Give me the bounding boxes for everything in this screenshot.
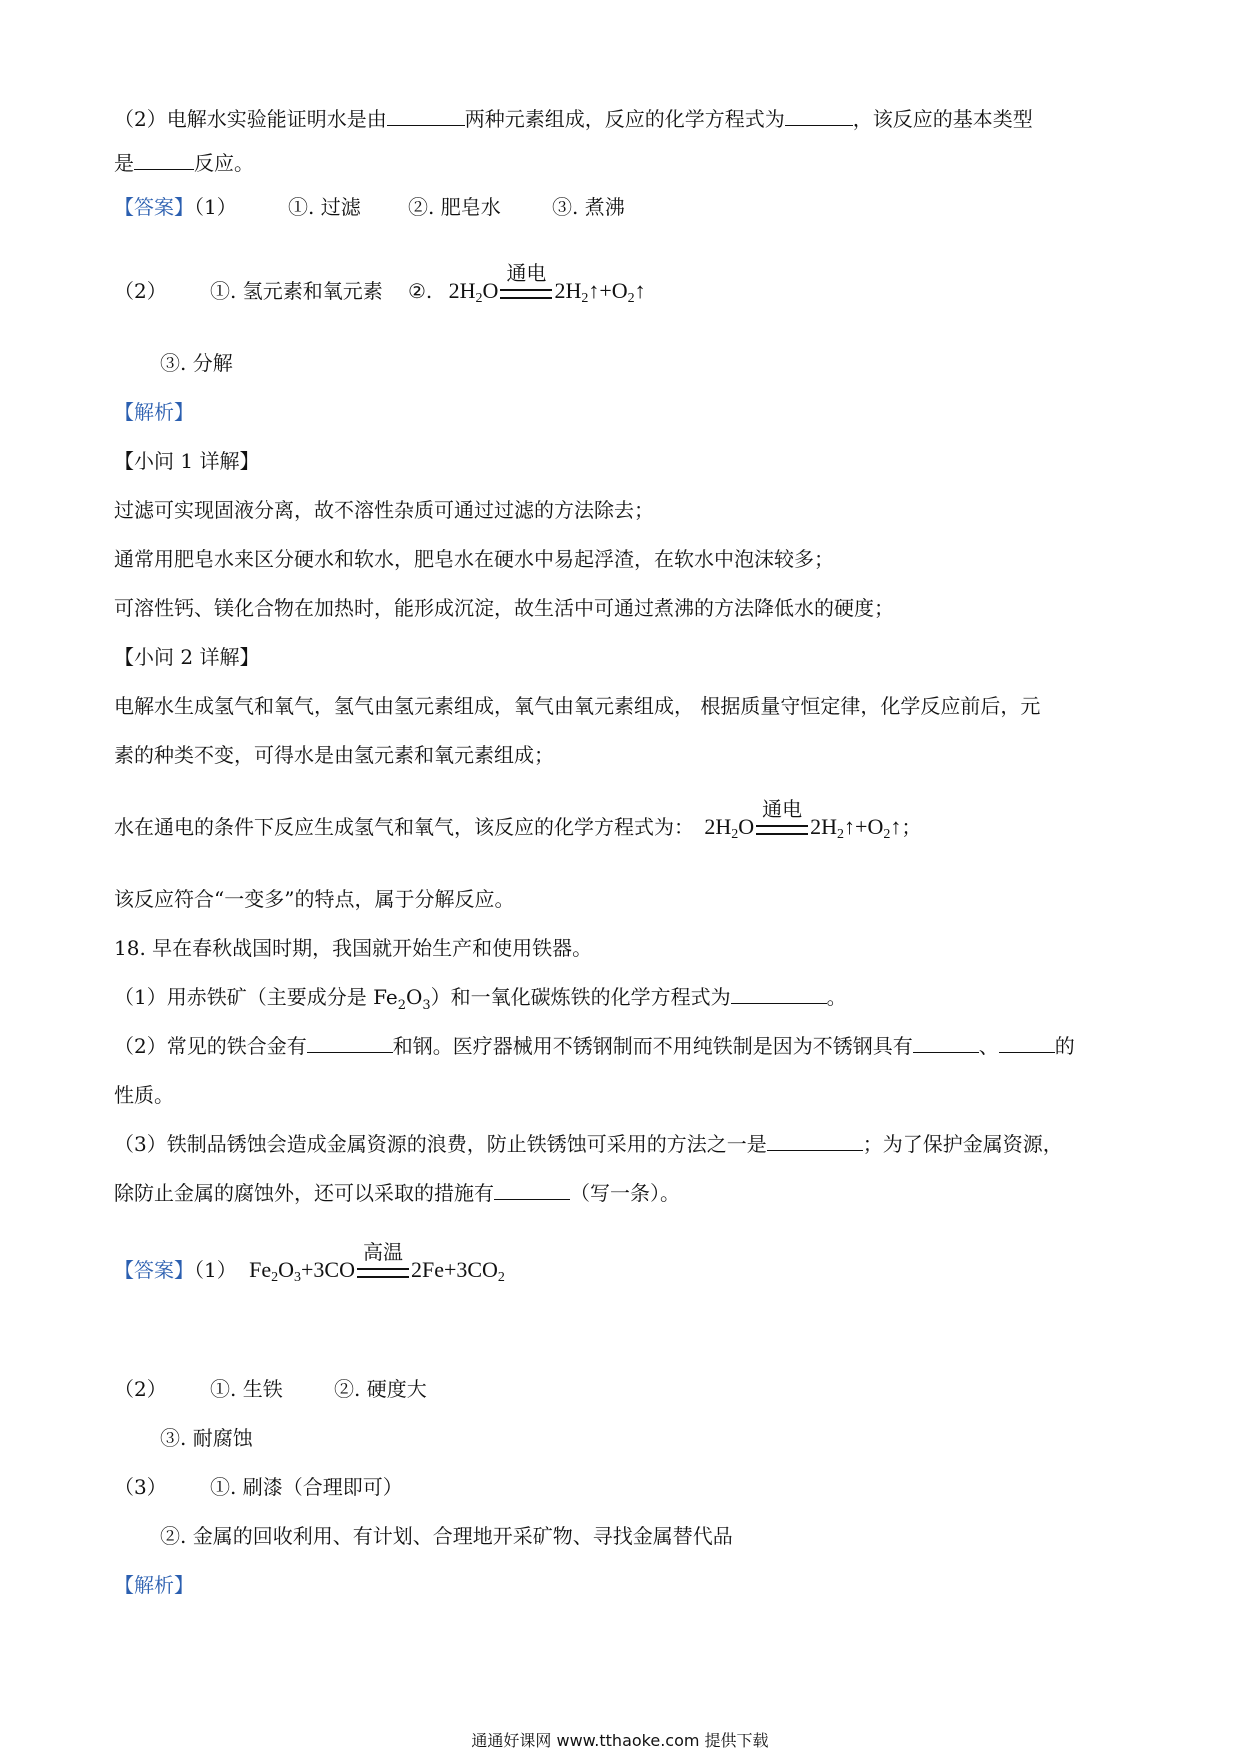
analysis-label: 【解析】 bbox=[114, 400, 194, 424]
reaction-condition: 通电 bbox=[762, 796, 803, 821]
stem-text: ；为了保护金属资源， bbox=[862, 1132, 1063, 1156]
eq-term: ↑+O bbox=[844, 814, 884, 839]
answer-18-part3 bbox=[114, 1473, 1136, 1501]
stem-text: （1）用赤铁矿（主要成分是 Fe bbox=[114, 985, 398, 1009]
analysis-line: 通常用肥皂水来区分硬水和软水，肥皂水在硬水中易起浮渣，在软水中泡沫较多； bbox=[114, 547, 834, 571]
eq-term: O bbox=[738, 814, 755, 839]
part-number: （3） bbox=[114, 1475, 167, 1499]
subquestion-1-heading: 【小问 1 详解】 bbox=[114, 449, 260, 473]
stem-text: 的 bbox=[1054, 1034, 1075, 1058]
subquestion-2-heading: 【小问 2 详解】 bbox=[114, 645, 260, 669]
reaction-condition-arrow bbox=[357, 1239, 409, 1282]
answer-item: ①. 刷漆（合理即可） bbox=[210, 1475, 403, 1499]
answer-item: ①. 过滤 bbox=[288, 195, 361, 219]
stem-text: （2）电解水实验能证明水是由 bbox=[114, 107, 387, 131]
q17-part2-stem-cont bbox=[114, 149, 1136, 177]
eq-term: ↑ bbox=[634, 278, 646, 303]
eq-term: O bbox=[278, 1257, 294, 1282]
analysis-text: 水在通电的条件下反应生成氢气和氧气，该反应的化学方程式为： bbox=[114, 815, 694, 839]
chemical-equation bbox=[249, 1239, 505, 1292]
reaction-condition-arrow bbox=[500, 260, 552, 303]
eq-sub: 2 bbox=[475, 291, 483, 306]
answer-blank bbox=[134, 149, 194, 170]
answer-item: ①. 氢元素和氧元素 bbox=[210, 279, 383, 303]
eq-term: 2H bbox=[704, 814, 732, 839]
stem-text: （3）铁制品锈蚀会造成金属资源的浪费，防止铁锈蚀可采用的方法之一是 bbox=[114, 1132, 767, 1156]
analysis-line: 电解水生成氢气和氧气，氢气由氢元素组成，氧气由氧元素组成， 根据质量守恒定律，化学反应前后，元 bbox=[114, 694, 1041, 718]
answer-18-part2 bbox=[114, 1375, 1136, 1403]
answer-18-part1 bbox=[114, 1239, 1136, 1292]
stem-text: 是 bbox=[114, 151, 134, 175]
eq-sub: 2 bbox=[837, 827, 845, 842]
equals-bars bbox=[756, 825, 808, 835]
analysis-text: ； bbox=[901, 815, 922, 839]
answer-item: ③. 煮沸 bbox=[552, 195, 625, 219]
answer-blank bbox=[913, 1032, 979, 1053]
analysis-line: 可溶性钙、镁化合物在加热时，能形成沉淀，故生活中可通过煮沸的方法降低水的硬度； bbox=[114, 596, 894, 620]
q18-part3 bbox=[114, 1130, 1136, 1158]
answer-blank bbox=[494, 1179, 570, 1200]
eq-term: O bbox=[482, 278, 499, 303]
stem-text: O bbox=[405, 985, 423, 1009]
analysis-line: 该反应符合“一变多”的特点，属于分解反应。 bbox=[114, 887, 515, 911]
eq-term: 2H bbox=[448, 278, 476, 303]
answer-label: 【答案】 bbox=[114, 1258, 194, 1282]
part-number: （1） bbox=[194, 195, 237, 219]
formula-sub: 2 bbox=[397, 998, 406, 1013]
answer-18-part3-item2: ②. 金属的回收利用、有计划、合理地开采矿物、寻找金属替代品 bbox=[160, 1524, 733, 1548]
answer-17-part1 bbox=[114, 193, 1136, 221]
part-number: （1） bbox=[194, 1258, 237, 1282]
answer-blank bbox=[731, 983, 827, 1004]
answer-17-part2 bbox=[114, 260, 1136, 306]
stem-text: 两种元素组成，反应的化学方程式为 bbox=[464, 107, 785, 131]
eq-term: 2H bbox=[554, 278, 582, 303]
q18-part3-cont bbox=[114, 1179, 1136, 1207]
reaction-condition-arrow bbox=[756, 796, 808, 839]
stem-text: 反应。 bbox=[194, 151, 254, 175]
q18-part2 bbox=[114, 1032, 1136, 1060]
analysis-label: 【解析】 bbox=[114, 1573, 194, 1597]
eq-sub: 2 bbox=[271, 1270, 279, 1285]
equals-bars bbox=[357, 1268, 409, 1278]
stem-text: 和钢。医疗器械用不锈钢制而不用纯铁制是因为不锈钢具有 bbox=[392, 1034, 913, 1058]
page-footer: 通通好课网 www.tthaoke.com 提供下载 bbox=[471, 1731, 769, 1750]
eq-term: 2Fe+3CO bbox=[410, 1257, 498, 1282]
q18-part1 bbox=[114, 983, 1136, 1020]
stem-text: （写一条）。 bbox=[570, 1181, 680, 1205]
reaction-condition: 通电 bbox=[506, 260, 547, 285]
chemical-equation bbox=[448, 260, 646, 313]
eq-sub: 2 bbox=[883, 827, 891, 842]
answer-item: ②. 硬度大 bbox=[334, 1377, 427, 1401]
eq-term: Fe bbox=[249, 1257, 272, 1282]
analysis-line-equation bbox=[114, 796, 1136, 849]
stem-text: （2）常见的铁合金有 bbox=[114, 1034, 307, 1058]
answer-item: ①. 生铁 bbox=[210, 1377, 283, 1401]
stem-text: 除防止金属的腐蚀外，还可以采取的措施有 bbox=[114, 1181, 494, 1205]
eq-term: ↑+O bbox=[588, 278, 628, 303]
answer-blank bbox=[785, 105, 853, 126]
answer-item-equation bbox=[408, 260, 646, 313]
answer-blank bbox=[307, 1032, 393, 1053]
eq-sub: 2 bbox=[627, 291, 635, 306]
eq-sub: 2 bbox=[581, 291, 589, 306]
item-number: ②. bbox=[408, 279, 433, 303]
answer-label: 【答案】 bbox=[114, 195, 194, 219]
eq-term: +3CO bbox=[300, 1257, 355, 1282]
analysis-line: 素的种类不变，可得水是由氢元素和氧元素组成； bbox=[114, 743, 554, 767]
q18-stem: 18. 早在春秋战国时期，我国就开始生产和使用铁器。 bbox=[114, 936, 593, 960]
answer-18-part2-item3: ③. 耐腐蚀 bbox=[160, 1426, 253, 1450]
eq-sub: 2 bbox=[497, 1270, 505, 1285]
stem-text: ，该反应的基本类型 bbox=[852, 107, 1033, 131]
answer-item: ③. 分解 bbox=[160, 351, 233, 375]
eq-term: 2H bbox=[810, 814, 838, 839]
eq-sub: 3 bbox=[293, 1270, 301, 1285]
stem-text: 、 bbox=[978, 1034, 999, 1058]
part-number: （2） bbox=[114, 279, 167, 303]
answer-blank bbox=[387, 105, 465, 126]
q18-part2-cont: 性质。 bbox=[114, 1083, 174, 1107]
answer-item: ②. 肥皂水 bbox=[408, 195, 501, 219]
formula-sub: 3 bbox=[422, 998, 431, 1013]
eq-sub: 2 bbox=[731, 827, 739, 842]
analysis-line: 过滤可实现固液分离，故不溶性杂质可通过过滤的方法除去； bbox=[114, 498, 654, 522]
q17-part2-stem bbox=[114, 105, 1136, 133]
equals-bars bbox=[500, 289, 552, 299]
answer-blank bbox=[999, 1032, 1055, 1053]
stem-text: 。 bbox=[826, 985, 847, 1009]
answer-17-part2-item3 bbox=[160, 349, 1136, 377]
reaction-condition: 高温 bbox=[362, 1239, 403, 1264]
eq-term: ↑ bbox=[890, 814, 902, 839]
stem-text: ）和一氧化碳炼铁的化学方程式为 bbox=[430, 985, 731, 1009]
answer-blank bbox=[767, 1130, 863, 1151]
chemical-equation bbox=[704, 796, 902, 849]
part-number: （2） bbox=[114, 1377, 167, 1401]
